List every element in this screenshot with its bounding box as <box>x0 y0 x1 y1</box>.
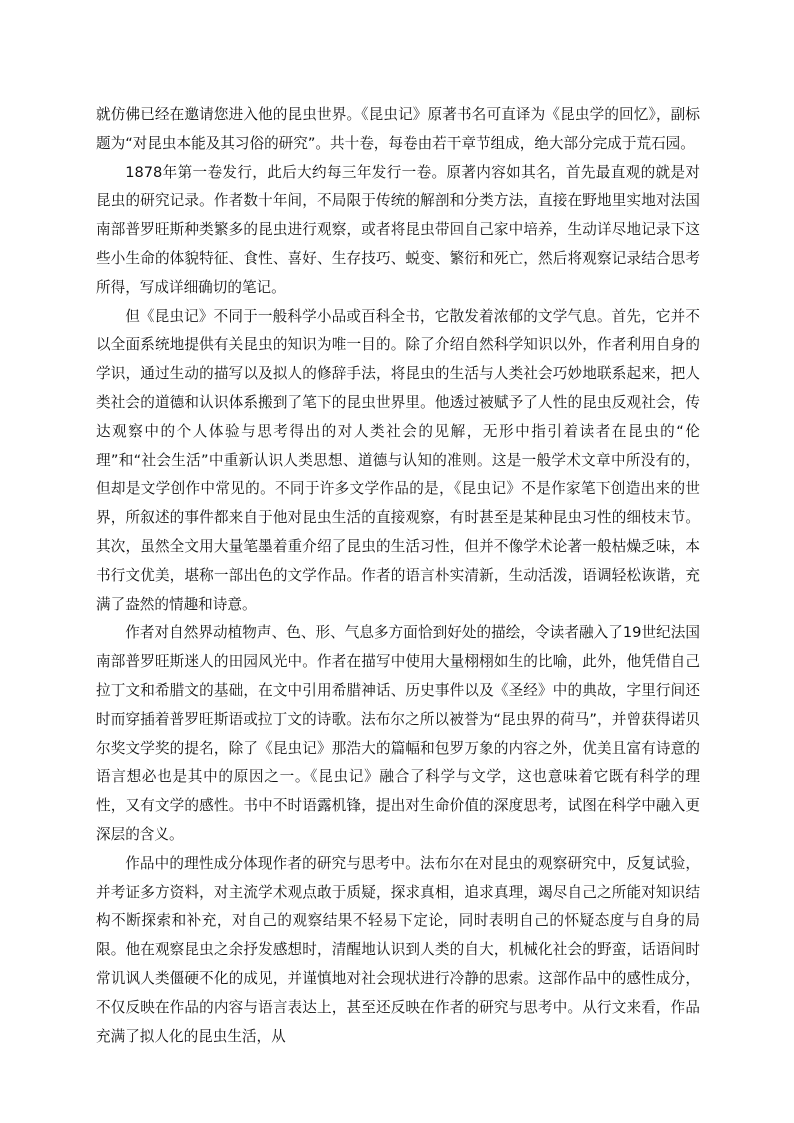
paragraph-2: 1878年第一卷发行，此后大约每三年发行一卷。原著内容如其名，首先最直观的就是对昆虫的研究记录。作者数十年间，不局限于传统的解剖和分类方法，直接在野地里实地对法国南部普罗旺斯种类繁多的昆虫进行观察，或者将昆虫带回自己家中培养，生动详尽地记录下这些小生命的体貌特征、食性、喜好、生存技巧、蜕变、繁衍和死亡，然后将观察记录结合思考所得，写成详细确切的笔记。 <box>96 163 700 296</box>
paragraph-5: 作品中的理性成分体现作者的研究与思考中。法布尔在对昆虫的观察研究中，反复试验，并考证多方资料，对主流学术观点敢于质疑，探求真相，追求真理，竭尽自己之所能对知识结构不断探索和补充，对自己的观察结果不轻易下定论，同时表明自己的怀疑态度与自身的局限。他在观察昆虫之余抒发感想时，清醒地认识到人类的自大，机械化社会的野蛮，话语间时常讥讽人类僵硬不化的成见，并谨慎地对社会现状进行冷静的思索。这部作品中的感性成分，不仅反映在作品的内容与语言表达上，甚至还反映在作者的研究与思考中。从行文来看，作品充满了拟人化的昆虫生活，从 <box>96 854 700 1045</box>
paragraph-3: 但《昆虫记》不同于一般科学小品或百科全书，它散发着浓郁的文学气息。首先，它并不以全面系统地提供有关昆虫的知识为唯一目的。除了介绍自然科学知识以外，作者利用自身的学识，通过生动的描写以及拟人的修辞手法，将昆虫的生活与人类社会巧妙地联系起来，把人类社会的道德和认识体系搬到了笔下的昆虫世界里。他透过被赋予了人性的昆虫反观社会，传达观察中的个人体验与思考得出的对人类社会的见解，无形中指引着读者在昆虫的“伦理”和“社会生活”中重新认识人类思想、道德与认知的准则。这是一般学术文章中所没有的，但却是文学创作中常见的。不同于许多文学作品的是，《昆虫记》不是作家笔下创造出来的世界，所叙述的事件都来自于他对昆虫生活的直接观察，有时甚至是某种昆虫习性的细枝末节。其次，虽然全文用大量笔墨着重介绍了昆虫的生活习性，但并不像学术论著一般枯燥乏味，本书行文优美，堪称一部出色的文学作品。作者的语言朴实清新，生动活泼，语调轻松诙谐，充满了盎然的情趣和诗意。 <box>96 307 700 613</box>
paragraph-4: 作者对自然界动植物声、色、形、气息多方面恰到好处的描绘，令读者融入了19世纪法国南部普罗旺斯迷人的田园风光中。作者在描写中使用大量栩栩如生的比喻，此外，他凭借自己拉丁文和希腊文的基础，在文中引用希腊神话、历史事件以及《圣经》中的典故，字里行间还时而穿插着普罗旺斯语或拉丁文的诗歌。法布尔之所以被誉为“昆虫界的荷马”，并曾获得诺贝尔奖文学奖的提名，除了《昆虫记》那浩大的篇幅和包罗万象的内容之外，优美且富有诗意的语言想必也是其中的原因之一。《昆虫记》融合了科学与文学，这也意味着它既有科学的理性，又有文学的感性。书中不时语露机锋，提出对生命价值的深度思考，试图在科学中融入更深层的含义。 <box>96 624 700 843</box>
paragraph-1: 就仿佛已经在邀请您进入他的昆虫世界。《昆虫记》原著书名可直译为《昆虫学的回忆》，副标题为“对昆虫本能及其习俗的研究”。共十卷，每卷由若干章节组成，绝大部分完成于荒石园。 <box>96 106 700 152</box>
article-body <box>96 101 700 1051</box>
